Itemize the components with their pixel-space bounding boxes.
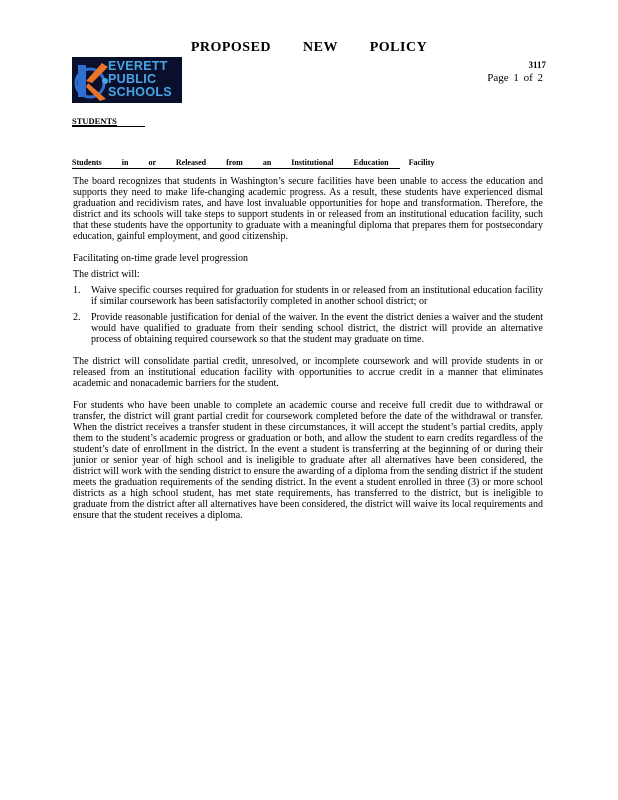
section-label: STUDENTS (72, 116, 145, 127)
everett-k-emblem-icon (72, 57, 112, 103)
district-will-label: The district will: (73, 269, 140, 280)
policy-body (73, 176, 543, 521)
district-logo (72, 57, 182, 103)
list-item-text: Provide reasonable justification for denial of the waiver. In the event the district denies a waiver and the student would have qualified to graduate from their sending school district, the district will provide an alternative process of obtaining required coursework so that the student may graduate on time. (91, 312, 543, 345)
logo-line-everett: EVERETT (108, 59, 168, 73)
page-indicator: Page 1 of 2 (487, 72, 543, 84)
logo-wordmark (108, 60, 172, 99)
list-number: 1. (73, 285, 81, 296)
list-item-text: Waive specific courses required for graduation for students in or released from an institutional education facility if similar coursework has been satisfactorily completed in another school district; or (91, 285, 543, 307)
consolidate-paragraph: The district will consolidate partial credit, unresolved, or incomplete coursework and will provide students in or released from an institutional education facility with opportunities to accrue credit in a manner that eliminates academic and nonacademic barriers for the student. (73, 356, 543, 389)
partial-credit-paragraph: For students who have been unable to complete an academic course and receive full credit due to withdrawal or transfer, the district will grant partial credit for coursework completed before the date of the withdrawal or transfer. When the district receives a transfer student in these circumstances, it will accept the student’s partial credits, apply them to the student’s academic progress or graduation or both, and allow the student to earn credits regardless of the student’s date of enrollment in the district. In the event a student is transferring at the beginning of or during their junior or senior year of high school and is ineligible to graduate after all alternatives have been considered, the district will work with the sending district to ensure the awarding of a diploma from the sending district if the student meets the graduation requirements of the sending district. In the event a student enrolled in three (3) or more school districts as a high school student, has met state requirements, has transferred to the district, but is ineligible to graduate from the district after all alternatives have been considered, the district will waive its local requirements and ensure that the student receives a diploma. (73, 400, 543, 521)
list-number: 2. (73, 312, 81, 323)
policy-title: Students in or Released from an Institutional Education Facility (72, 158, 435, 167)
intro-paragraph: The board recognizes that students in Washington’s secure facilities have been unable to access the education and supports they need to make life-changing academic progress. As a result, these students have experienced dismal graduation and recidivism rates, and have lost invaluable opportunities for hope and transformation. Therefore, the district and its schools will take steps to support students in or released from an institutional education facility, such that these students have the opportunity to graduate with a meaningful diploma that prepares them for postsecondary education, gainful employment, and good citizenship. (73, 176, 543, 242)
list-item (73, 285, 543, 307)
list-item (73, 312, 543, 345)
document-title: PROPOSED NEW POLICY (190, 40, 428, 55)
waiver-list (73, 285, 543, 345)
logo-line-public: PUBLIC (108, 72, 157, 86)
subheading: Facilitating on-time grade level progression (73, 253, 248, 264)
policy-number: 3117 (528, 60, 546, 70)
logo-line-schools: SCHOOLS (108, 85, 172, 99)
